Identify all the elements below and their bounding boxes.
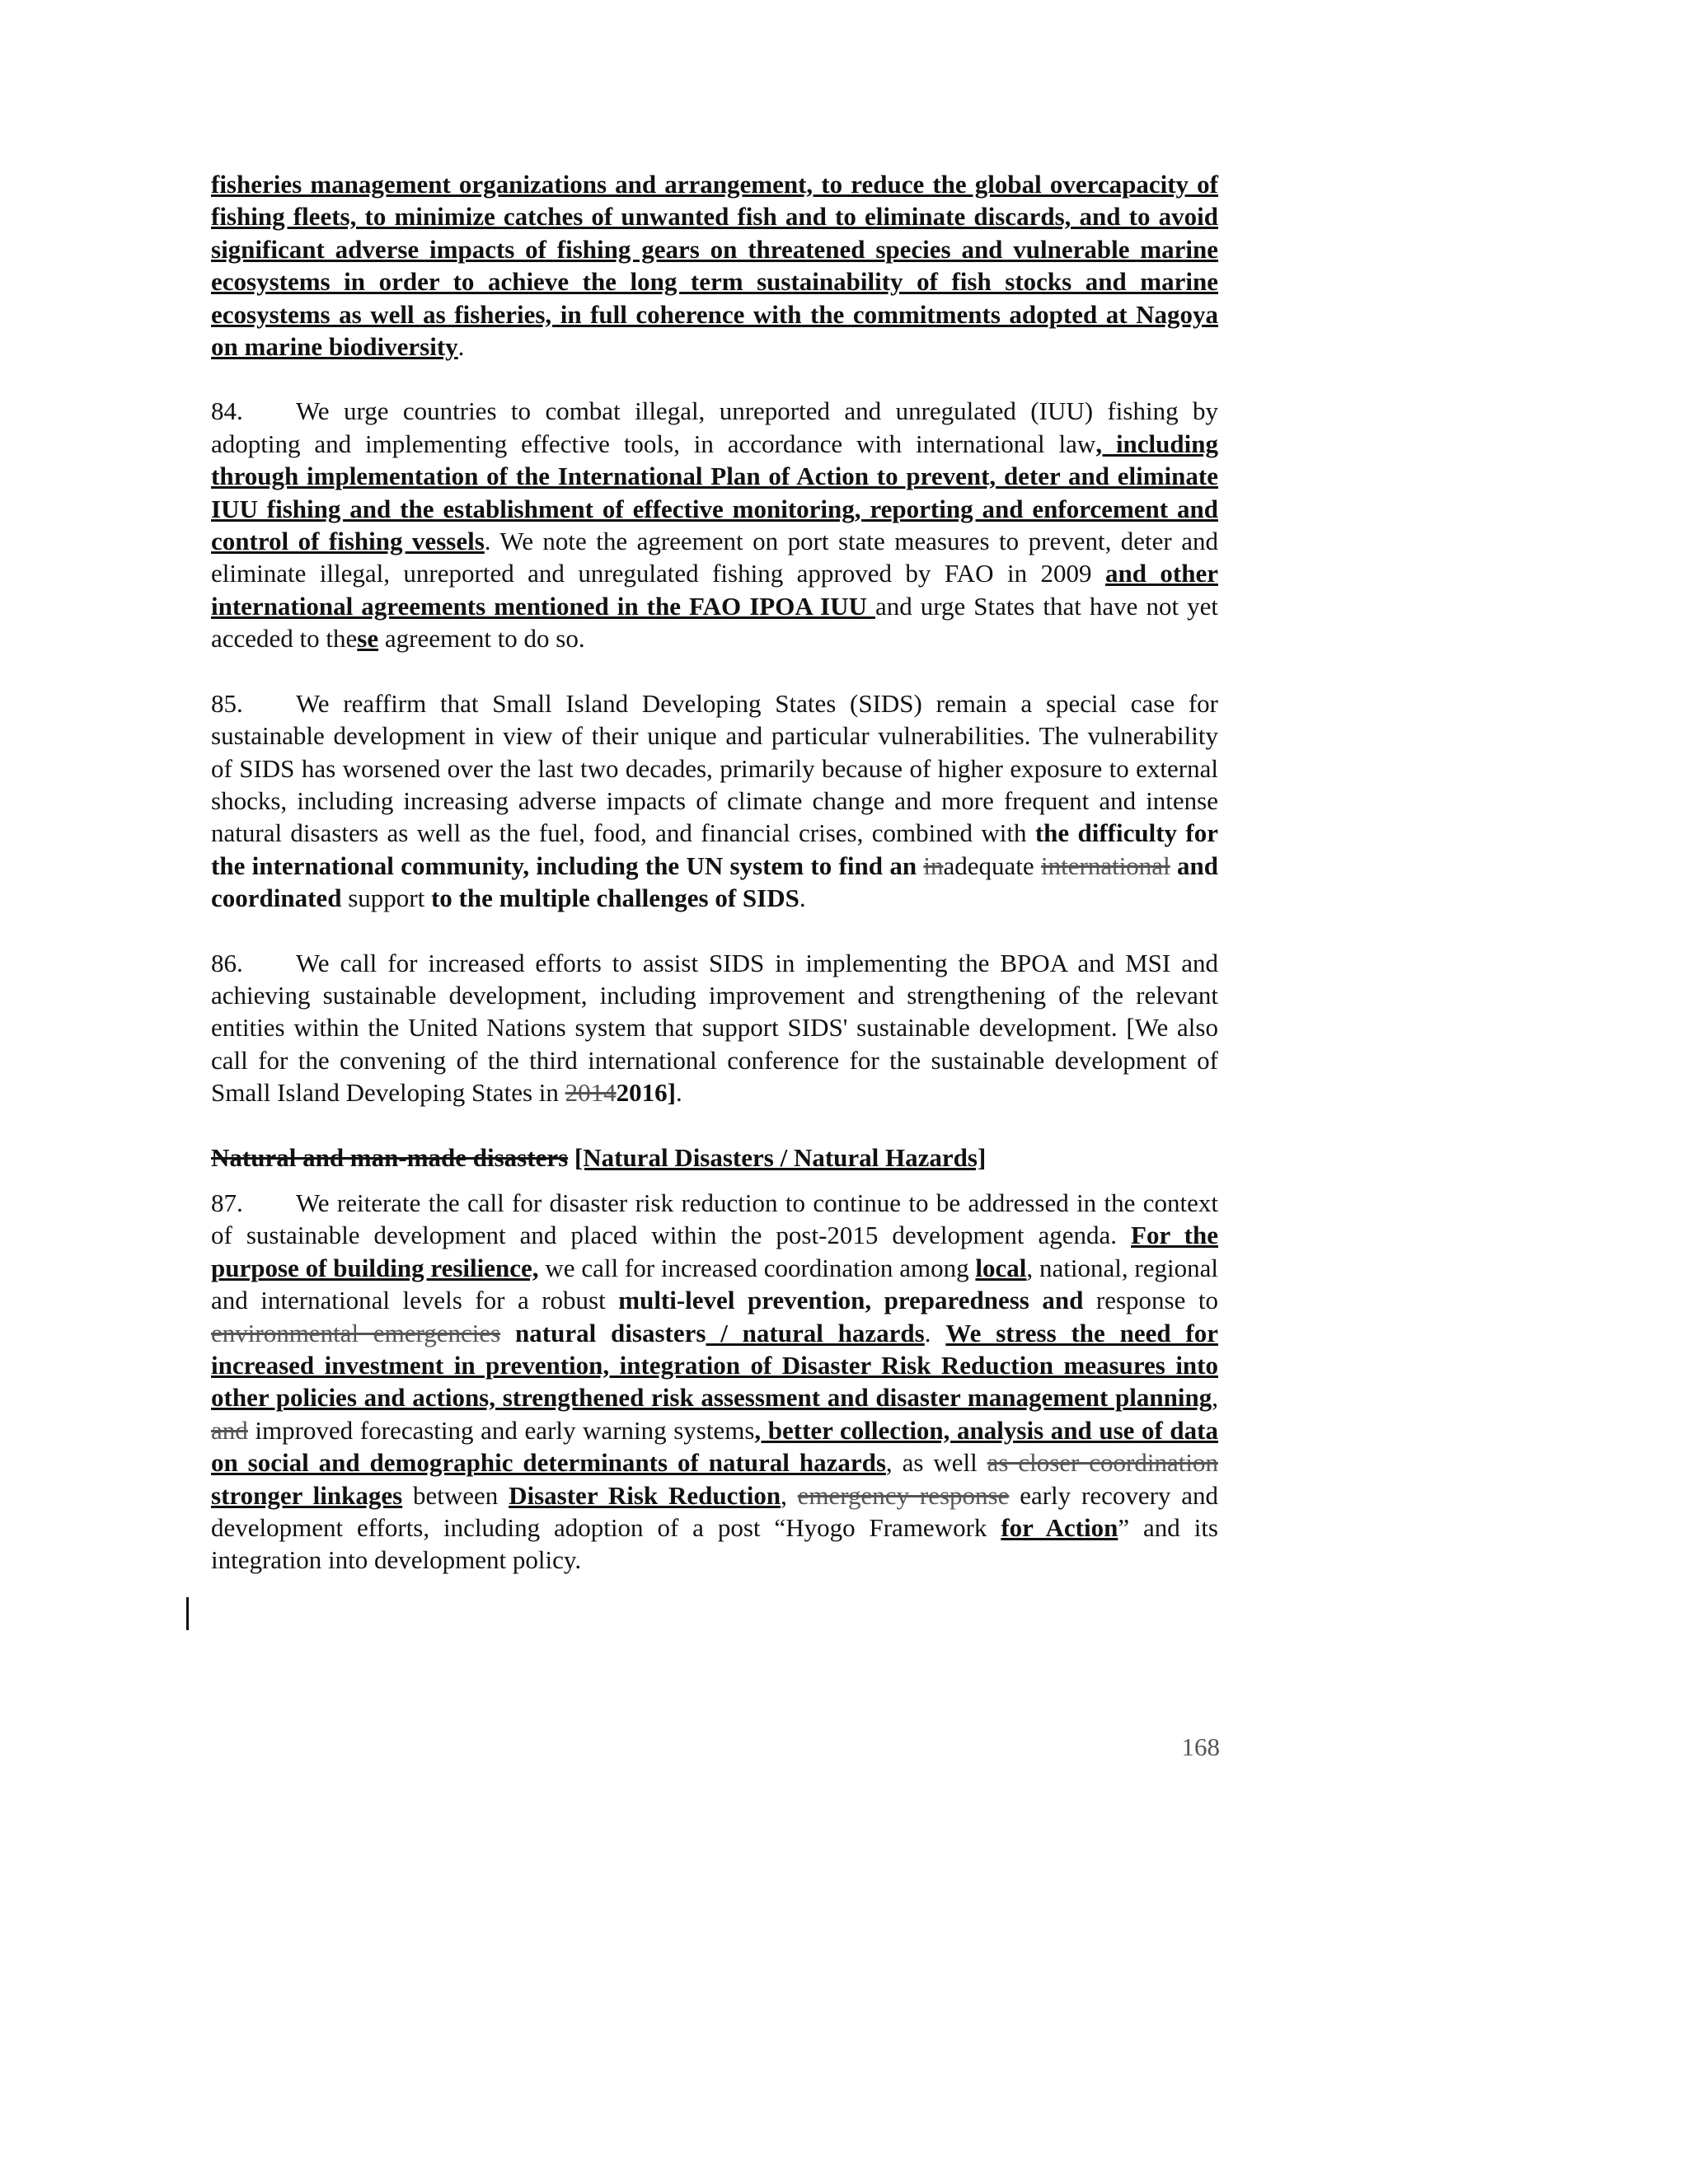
plain-text: ” and its integration into development policy. xyxy=(211,1513,1218,1575)
deleted-text: in xyxy=(923,851,944,880)
inserted-text: fisheries management organizations and arrangement, to reduce the global overcapacity of fishing fleets, to minimize catches of unwanted fish and to eliminate discards, and to avoid significant adverse impacts of fishing gears on threatened species and vulnerable marine ecosystems in order to achieve the long term sustainability of fish stocks and marine ecosystems as well as fisheries, in full coherence with the commitments adopted at Nagoya on marine biodiversity xyxy=(211,170,1218,362)
inserted-text: / natural hazards xyxy=(706,1318,925,1347)
bold-text: to the multiple challenges of SIDS xyxy=(430,883,799,913)
inserted-text: Disaster Risk Reduction xyxy=(509,1480,781,1510)
plain-text: We reiterate the call for disaster risk reduction to continue to be addressed in the context of sustainable development and placed within the post-2015 development agenda. xyxy=(211,1188,1218,1250)
bold-text: multi-level prevention, preparedness and xyxy=(618,1286,1084,1315)
plain-text: and urge States that have not yet acceded to the xyxy=(211,591,1219,654)
plain-text: , as well xyxy=(885,1448,987,1478)
deleted-text: environmental emergencies xyxy=(211,1318,501,1347)
inserted-text: , including through implementation of the International Plan of Action to prevent, deter and eliminate IUU fishing and the establishment of effective monitoring, reporting and enforcement and control of fishing vessels xyxy=(211,429,1219,556)
inserted-text: local xyxy=(975,1253,1027,1282)
bold-text: and coordinated xyxy=(211,851,1219,913)
plain-text: early recovery and development efforts, including adoption of a post “Hyogo Framework xyxy=(211,1480,1219,1543)
document-body xyxy=(211,168,1218,1577)
plain-text: improved forecasting and early warning systems xyxy=(247,1415,755,1445)
inserted-text: We stress the need for increased investment in prevention, integration of Disaster Risk Reduction measures into other policies and actions, strengthened risk assessment and disaster management planning xyxy=(211,1318,1219,1413)
paragraph-84 xyxy=(211,395,1218,654)
paragraph-number: 85. xyxy=(211,688,243,718)
paragraph-83-continued xyxy=(211,168,1218,363)
page-number: 168 xyxy=(1181,1732,1220,1761)
bold-text: the difficulty for the international community, including the UN system to find an xyxy=(211,818,1218,880)
plain-text: We reaffirm that Small Island Developing States (SIDS) remain a special case for sustainable development in view of their unique and particular vulnerabilities. The vulnerability of SIDS has worsened over the last two decades, primarily because of higher exposure to external shocks, including increasing adverse impacts of climate change and more frequent and intense natural disasters as well as the fuel, food, and financial crises, combined with xyxy=(211,688,1218,848)
revision-change-bar xyxy=(186,1597,189,1630)
plain-text xyxy=(500,1319,515,1347)
inserted-text: For the purpose of building resilience, xyxy=(211,1221,1219,1282)
plain-text: , national, regional and international levels for a robust xyxy=(211,1253,1218,1315)
plain-text: agreement to do so. xyxy=(378,624,585,654)
plain-text: . xyxy=(675,1078,682,1108)
plain-text: . xyxy=(799,883,806,913)
inserted-text: se xyxy=(357,624,379,654)
plain-text: support xyxy=(341,883,431,913)
deleted-text: emergency response xyxy=(797,1480,1010,1510)
paragraph-number: 87. xyxy=(211,1188,243,1217)
bold-text: 2016] xyxy=(616,1078,676,1108)
inserted-text: stronger linkages xyxy=(211,1480,403,1510)
plain-text xyxy=(1170,851,1177,880)
paragraph-86 xyxy=(211,947,1218,1109)
plain-text: . We note the agreement on port state measures to prevent, deter and eliminate illegal, unreported and unregulated fishing approved by FAO in 2009 xyxy=(211,527,1218,588)
inserted-text: for Action xyxy=(1001,1513,1118,1543)
inserted-text: and other international agreements mentioned in the FAO IPOA IUU xyxy=(211,559,1218,621)
plain-text: , xyxy=(781,1480,798,1510)
bold-text: natural disasters xyxy=(515,1318,706,1347)
deleted-text: international xyxy=(1041,851,1170,880)
inserted-heading: [Natural Disasters / Natural Hazards] xyxy=(574,1142,987,1172)
plain-text: adequate xyxy=(943,851,1042,880)
section-heading xyxy=(211,1141,1218,1174)
deleted-text: and xyxy=(211,1415,248,1445)
paragraph-85 xyxy=(211,687,1218,915)
deleted-heading: Natural and man-made disasters xyxy=(211,1142,569,1172)
paragraph-87 xyxy=(211,1187,1218,1577)
plain-text: we call for increased coordination among xyxy=(538,1253,976,1282)
inserted-text: , better collection, analysis and use of data on social and demographic determinants of natural hazards xyxy=(211,1415,1218,1478)
deleted-text: as closer coordination xyxy=(987,1448,1218,1478)
plain-text: We urge countries to combat illegal, unreported and unregulated (IUU) fishing by adopting and implementing effective tools, in accordance with international law xyxy=(211,396,1218,458)
paragraph-number: 86. xyxy=(211,948,243,977)
inserted-text: , xyxy=(1212,1383,1218,1413)
plain-text: between xyxy=(402,1480,509,1510)
plain-text: . xyxy=(457,332,465,362)
paragraph-number: 84. xyxy=(211,396,243,426)
deleted-text: 2014 xyxy=(565,1078,617,1108)
plain-text: response to xyxy=(1083,1286,1218,1315)
plain-text: We call for increased efforts to assist SIDS in implementing the BPOA and MSI and achieving sustainable development, including improvement and strengthening of the relevant entities within the United Nations system that support SIDS' sustainable development. [We also call for the convening of the third international conference for the sustainable development of Small Island Developing States in xyxy=(211,948,1218,1108)
plain-text: . xyxy=(924,1318,946,1347)
